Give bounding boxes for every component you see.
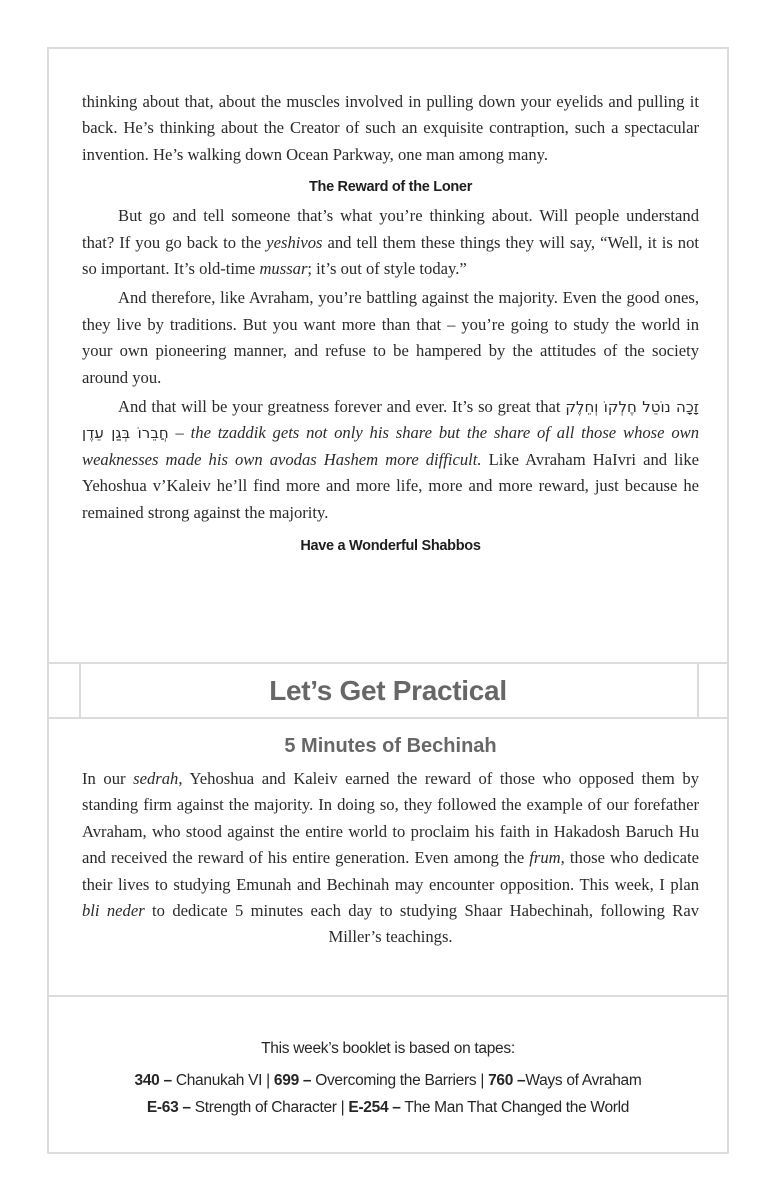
separator: | (266, 1072, 270, 1089)
closing-greeting: Have a Wonderful Shabbos (300, 538, 481, 555)
text-run: But go and tell someone that’s what you’re thinking about. Will people understand that? If you go back to the (82, 206, 699, 252)
text-run: to dedicate 5 minutes each day to studying Shaar Habechinah, following Rav Miller’s teachings. (144, 901, 699, 947)
italic-term: frum (529, 848, 561, 868)
tape-title: Chanukah VI (171, 1072, 267, 1089)
italic-term: bli neder (82, 901, 145, 921)
tape-number: 340 – (134, 1072, 172, 1089)
tape-number: 699 – (273, 1072, 312, 1089)
tape-number: E-63 – (146, 1099, 191, 1116)
italic-term: sedrah (133, 769, 179, 788)
banner-title: Let’s Get Practical (269, 674, 507, 706)
tape-title: Ways of Avraham (525, 1072, 642, 1089)
tape-title: The Man That Changed the World (400, 1099, 630, 1116)
text-run: , Yehoshua and Kaleiv earned the reward of those who opposed them by standing firm against the majority. In doing so, they followed the example of our forefather Avraham, who stood against the entire world to proclaim his faith in Hakadosh Baruch Hu and received the reward of his entire generation. Even among the (82, 769, 699, 868)
text-run: , those who dedicate their lives to studying Emunah and Bechinah may encounter opposition. This week, I plan (82, 848, 699, 894)
practical-section (82, 733, 699, 951)
article-section (82, 89, 699, 556)
tape-number: 760 – (488, 1072, 526, 1089)
italic-translation: the tzaddik gets not only his share but the share of all those whose own weaknesses made his own avodas Hashem more difficult. (82, 423, 699, 469)
text-run: ; it’s out of style today.” (307, 259, 467, 279)
subheading-reward-of-loner: The Reward of the Loner (308, 179, 473, 196)
tape-title: Strength of Character (190, 1099, 341, 1116)
text-run: And that will be your greatness forever and ever. It’s so great that (118, 397, 566, 417)
paragraph-4 (82, 394, 699, 526)
italic-term: yeshivos (266, 232, 323, 252)
text-run: In our (82, 769, 134, 788)
tapes-intro: This week’s booklet is based on tapes: (261, 1040, 515, 1057)
text-run: and tell them these things they will say, “Well, it is not so important. It’s old-time (82, 232, 700, 279)
divider-footer (49, 995, 727, 997)
paragraph-1: thinking about that, about the muscles involved in pulling down your eyelids and pulling it back. He’s thinking about the Creator of such an exquisite contraption, such a spectacular invention. He’s walking down Ocean Parkway, one man among many. (82, 92, 699, 164)
tape-title: Overcoming the Barriers (311, 1072, 481, 1089)
tapes-row-2 (49, 1094, 727, 1121)
hebrew-quote: זָכָה נוֹטֵל חֶלְקוֹ וְחֵלֶק חֲבֵרוֹ בְּגַן עֵדֶן (82, 398, 699, 443)
tape-number: E-254 – (348, 1099, 401, 1116)
divider-bottom-banner (49, 717, 727, 719)
tapes-footer (49, 1039, 727, 1121)
paragraph-2 (82, 203, 699, 282)
practical-banner (49, 664, 727, 717)
separator: | (480, 1072, 485, 1089)
paragraph-3: And therefore, like Avraham, you’re battling against the majority. Even the good ones, they live by traditions. But you want more than that – you’re going to study the world in your own pioneering manner, and refuse to be hampered by the attitudes of the society around you. (82, 288, 699, 387)
section-title: 5 Minutes of Bechinah (284, 735, 497, 757)
tapes-row-1 (49, 1067, 727, 1094)
italic-term: mussar (259, 259, 308, 279)
text-run: Like Avraham HaIvri and like Yehoshua v’Kaleiv he’ll find more and more life, more and more reward, just because he remained strong against the majority. (82, 449, 699, 522)
separator: | (340, 1099, 345, 1116)
page-frame (47, 47, 729, 1154)
dash: – (168, 423, 191, 443)
practical-paragraph (82, 766, 699, 951)
